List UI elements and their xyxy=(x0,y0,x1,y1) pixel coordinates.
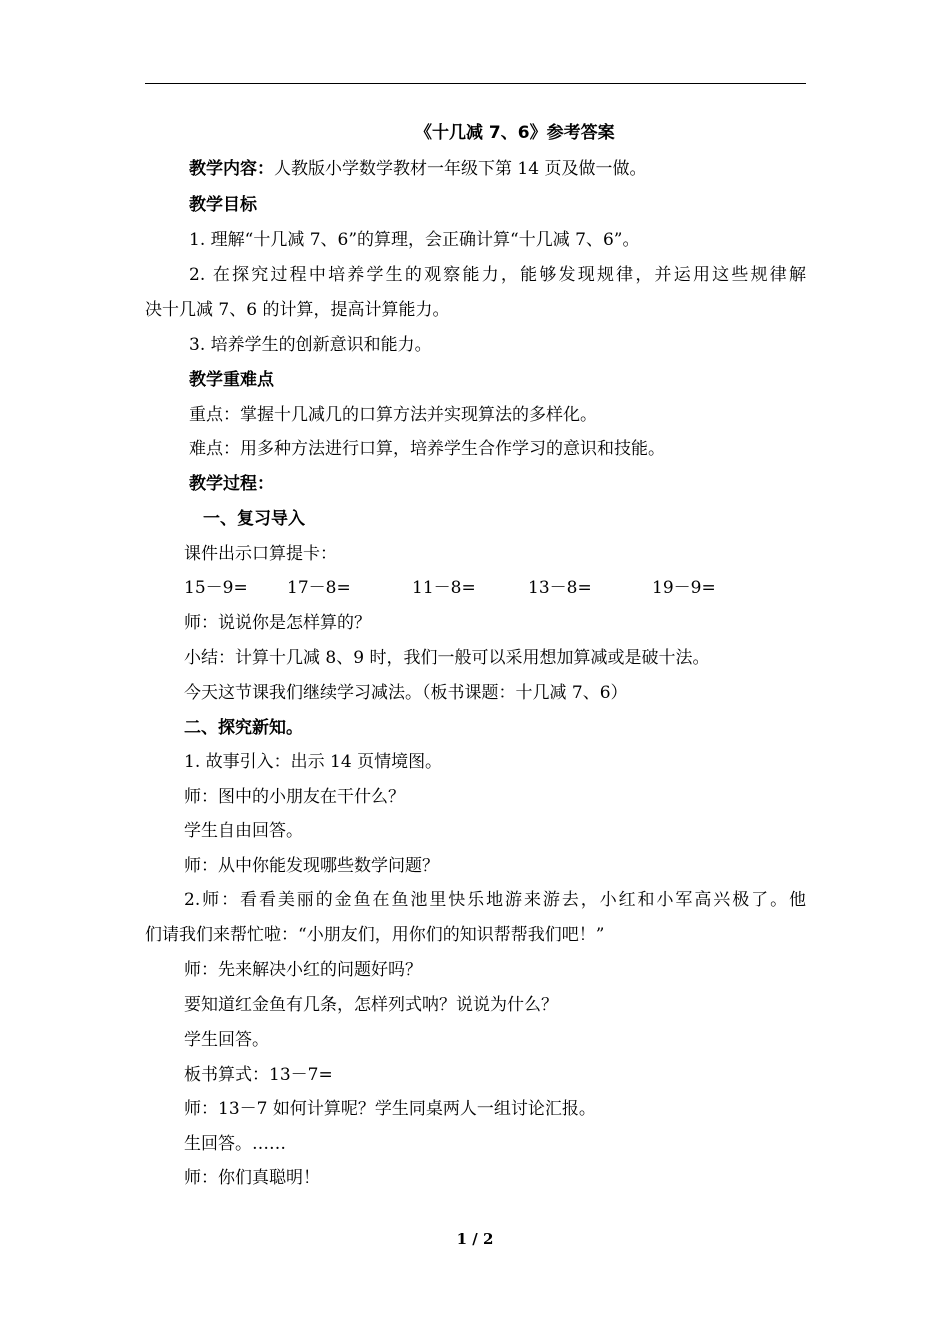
process-heading: 教学过程： xyxy=(189,474,274,494)
goal-2-part-1: 2. 在探究过程中培养学生的观察能力，能够发现规律，并运用这些规律解 xyxy=(189,265,806,285)
summary: 小结：计算十几减 8、9 时，我们一般可以采用想加算减或是破十法。 xyxy=(184,648,710,668)
teacher-ask-4: 师：先来解决小红的问题好吗？ xyxy=(184,960,422,980)
header-rule xyxy=(145,83,806,84)
story-intro: 1. 故事引入：出示 14 页情境图。 xyxy=(184,752,443,772)
card-intro: 课件出示口算提卡： xyxy=(184,544,337,564)
goals-heading: 教学目标 xyxy=(189,195,257,215)
student-answer: 学生回答。 xyxy=(184,1030,269,1050)
goal-2-part-2: 决十几减 7、6 的计算，提高计算能力。 xyxy=(145,300,450,320)
expression-3: 11－8= xyxy=(412,578,476,598)
teacher-ask-5: 要知道红金鱼有几条，怎样列式呐？说说为什么？ xyxy=(184,995,558,1015)
student-reply: 生回答。…… xyxy=(184,1134,286,1154)
teacher-ask-6: 师：13－7 如何计算呢？学生同桌两人一组讨论汇报。 xyxy=(184,1099,596,1119)
teacher-ask-2: 师：图中的小朋友在干什么？ xyxy=(184,787,405,807)
board-expression: 板书算式：13－7= xyxy=(184,1065,333,1085)
goal-3: 3. 培养学生的创新意识和能力。 xyxy=(189,335,432,355)
goldfish-part-1: 2.师：看看美丽的金鱼在鱼池里快乐地游来游去，小红和小军高兴极了。他 xyxy=(184,890,806,910)
content-label: 教学内容： xyxy=(189,159,274,179)
expression-1: 15－9= xyxy=(184,578,248,598)
today-topic: 今天这节课我们继续学习减法。（板书课题：十几减 7、6） xyxy=(184,683,628,703)
free-answer: 学生自由回答。 xyxy=(184,821,303,841)
section-1-heading: 一、复习导入 xyxy=(203,509,305,529)
content-line xyxy=(189,158,646,180)
goldfish-part-2: 们请我们来帮忙啦：“小朋友们，用你们的知识帮帮我们吧！” xyxy=(145,925,605,945)
teacher-ask-1: 师：说说你是怎样算的？ xyxy=(184,613,371,633)
page-number: 1 / 2 xyxy=(456,1230,494,1248)
difficult-point: 难点：用多种方法进行口算，培养学生合作学习的意识和技能。 xyxy=(189,439,665,459)
document-title: 《十几减 7、6》参考答案 xyxy=(415,123,615,143)
section-2-heading: 二、探究新知。 xyxy=(184,718,303,738)
content-text: 人教版小学数学教材一年级下第 14 页及做一做。 xyxy=(274,159,647,179)
difficulty-heading: 教学重难点 xyxy=(189,370,274,390)
expression-5: 19－9= xyxy=(652,578,716,598)
teacher-ask-3: 师：从中你能发现哪些数学问题？ xyxy=(184,856,439,876)
key-point: 重点：掌握十几减几的口算方法并实现算法的多样化。 xyxy=(189,405,597,425)
expression-4: 13－8= xyxy=(528,578,592,598)
expression-2: 17－8= xyxy=(287,578,351,598)
goal-1: 1. 理解“十几减 7、6”的算理，会正确计算“十几减 7、6”。 xyxy=(189,230,640,250)
teacher-praise: 师：你们真聪明！ xyxy=(184,1168,320,1188)
